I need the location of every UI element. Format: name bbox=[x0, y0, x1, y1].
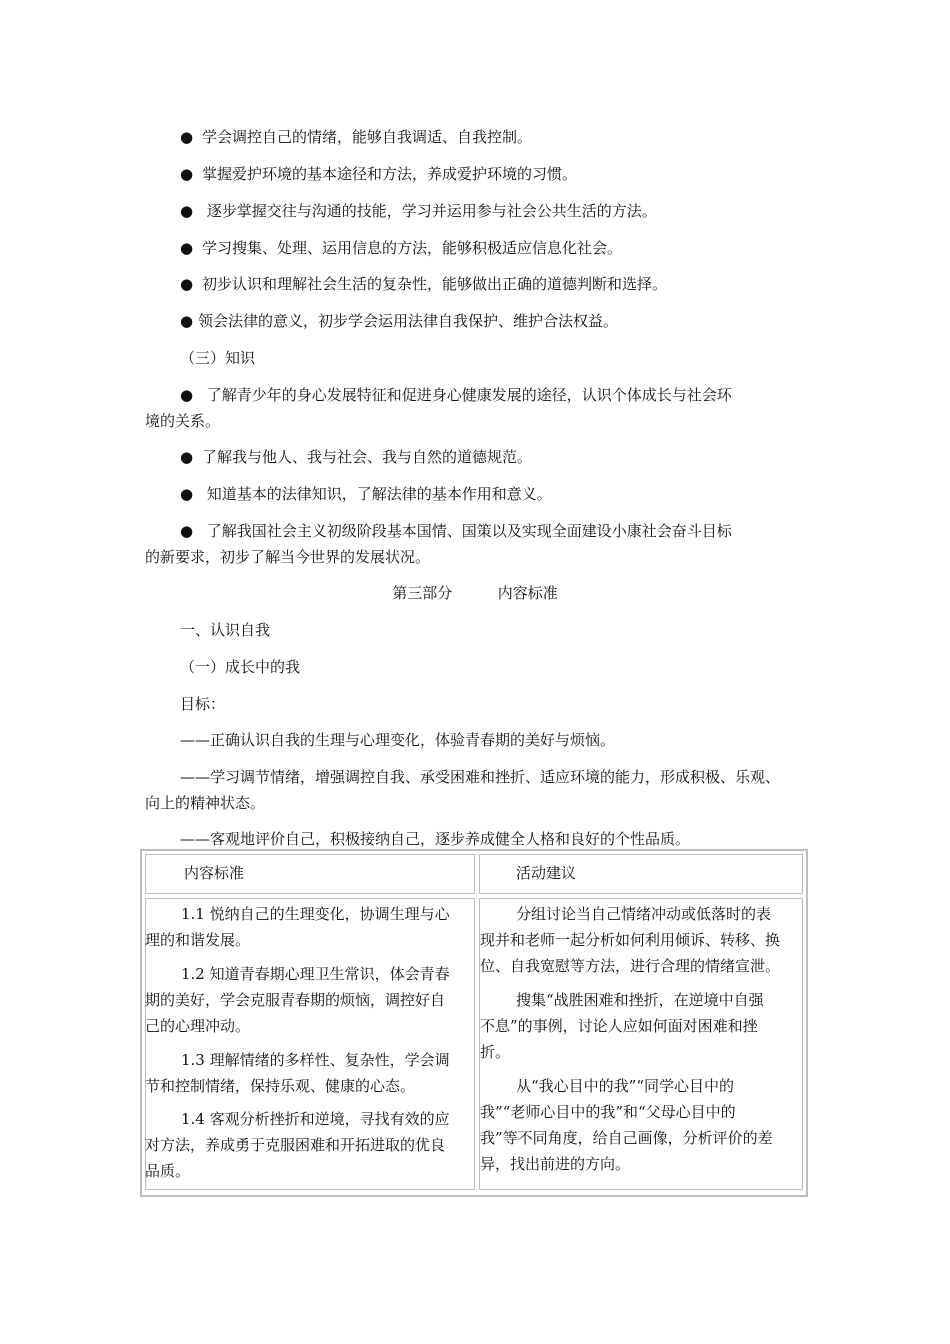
ability-text: 掌握爱护环境的基本途径和方法，养成爱护环境的习惯。 bbox=[202, 165, 578, 183]
table-header-right: 活动建议 bbox=[516, 864, 577, 882]
goal-item: ——学习调节情绪，增强调控自我、承受困难和挫折、适应环境的能力，形成积极、乐观、 bbox=[180, 768, 781, 786]
table-cell-text: 理的和谐发展。 bbox=[145, 931, 251, 949]
bullet-icon: ● bbox=[180, 386, 194, 404]
knowledge-text: 了解我与他人、我与社会、我与自然的道德规范。 bbox=[202, 448, 533, 466]
ability-item bbox=[180, 124, 532, 150]
ability-item bbox=[180, 198, 657, 224]
table-cell-text: 1.1 悦纳自己的生理变化，协调生理与心 bbox=[181, 905, 450, 923]
bullet-icon: ● bbox=[180, 312, 194, 330]
content-standards-table bbox=[140, 849, 808, 1197]
ability-item bbox=[180, 161, 577, 187]
knowledge-text: 了解我国社会主义初级阶段基本国情、国策以及实现全面建设小康社会奋斗目标 bbox=[202, 522, 732, 540]
bullet-icon: ● bbox=[180, 448, 194, 466]
table-cell-text: 我”等不同角度，给自己画像，分析评价的差 bbox=[480, 1129, 773, 1147]
goals-label: 目标： bbox=[180, 695, 226, 713]
knowledge-text-continued: 的新要求，初步了解当今世界的发展状况。 bbox=[145, 548, 431, 566]
table-cell-text: 品质。 bbox=[145, 1162, 191, 1180]
table-cell-text: 不息”的事例，讨论人应如何面对困难和挫 bbox=[480, 1017, 758, 1035]
table-cell-text: 1.3 理解情绪的多样性、复杂性，学会调 bbox=[181, 1051, 450, 1069]
table-cell-text: 位、自我宽慰等方法，进行合理的情绪宣泄。 bbox=[480, 957, 781, 975]
knowledge-text: 知道基本的法律知识，了解法律的基本作用和意义。 bbox=[202, 485, 552, 503]
table-cell-text: 1.2 知道青春期心理卫生常识，体会青春 bbox=[181, 965, 450, 983]
ability-text: 初步认识和理解社会生活的复杂性，能够做出正确的道德判断和选择。 bbox=[202, 275, 668, 293]
knowledge-item bbox=[180, 444, 532, 470]
bullet-icon: ● bbox=[180, 485, 194, 503]
table-cell-text: 折。 bbox=[480, 1043, 511, 1061]
ability-text: 领会法律的意义，初步学会运用法律自我保护、维护合法权益。 bbox=[198, 312, 619, 330]
knowledge-text-continued: 境的关系。 bbox=[145, 412, 221, 430]
ability-item bbox=[180, 271, 667, 297]
ability-text: 学习搜集、处理、运用信息的方法，能够积极适应信息化社会。 bbox=[202, 239, 623, 257]
table-header-left: 内容标准 bbox=[184, 864, 245, 882]
table-cell-text: 从“我心目中的我”“同学心目中的 bbox=[516, 1077, 735, 1095]
bullet-icon: ● bbox=[180, 239, 194, 257]
bullet-icon: ● bbox=[180, 522, 194, 540]
table-cell-text: 1.4 客观分析挫折和逆境，寻找有效的应 bbox=[181, 1110, 450, 1128]
part-title-number: 第三部分 bbox=[392, 584, 453, 602]
bullet-icon: ● bbox=[180, 275, 194, 293]
ability-item bbox=[180, 308, 618, 334]
table-cell-text: 节和控制情绪，保持乐观、健康的心态。 bbox=[145, 1077, 416, 1095]
part-title bbox=[0, 580, 950, 606]
table-cell-text: 对方法，养成勇于克服困难和开拓进取的优良 bbox=[145, 1136, 446, 1154]
bullet-icon: ● bbox=[180, 202, 194, 220]
bullet-icon: ● bbox=[180, 165, 194, 183]
knowledge-item bbox=[180, 382, 732, 408]
table-cell-text: 异，找出前进的方向。 bbox=[480, 1155, 631, 1173]
table-cell-text: 我”“老师心目中的我”和“父母心目中的 bbox=[480, 1103, 736, 1121]
ability-text: 逐步掌握交往与沟通的技能，学习并运用参与社会公共生活的方法。 bbox=[202, 202, 657, 220]
ability-text: 学会调控自己的情绪，能够自我调适、自我控制。 bbox=[202, 128, 533, 146]
section-heading: 一、认识自我 bbox=[180, 621, 271, 639]
goal-item-continued: 向上的精神状态。 bbox=[145, 794, 266, 812]
ability-item bbox=[180, 235, 622, 261]
goal-item: ——客观地评价自己，积极接纳自己，逐步养成健全人格和良好的个性品质。 bbox=[180, 830, 691, 848]
table-header-cell bbox=[145, 854, 475, 894]
table-header-cell bbox=[479, 854, 803, 894]
table-cell-text: 分组讨论当自己情绪冲动或低落时的表 bbox=[516, 905, 772, 923]
table-cell-text: 期的美好，学会克服青春期的烦恼，调控好自 bbox=[145, 991, 446, 1009]
goal-item: ——正确认识自我的生理与心理变化，体验青春期的美好与烦恼。 bbox=[180, 731, 616, 749]
subsection-heading: （一）成长中的我 bbox=[180, 658, 301, 676]
bullet-icon: ● bbox=[180, 128, 194, 146]
table-cell-text: 现并和老师一起分析如何利用倾诉、转移、换 bbox=[480, 931, 781, 949]
table-cell-text: 己的心理冲动。 bbox=[145, 1017, 251, 1035]
knowledge-item bbox=[180, 481, 552, 507]
knowledge-item bbox=[180, 518, 732, 544]
table-cell-text: 搜集“战胜困难和挫折，在逆境中自强 bbox=[516, 991, 764, 1009]
knowledge-heading: （三）知识 bbox=[180, 349, 256, 367]
part-title-text: 内容标准 bbox=[497, 584, 558, 602]
knowledge-text: 了解青少年的身心发展特征和促进身心健康发展的途径，认识个体成长与社会环 bbox=[202, 386, 732, 404]
